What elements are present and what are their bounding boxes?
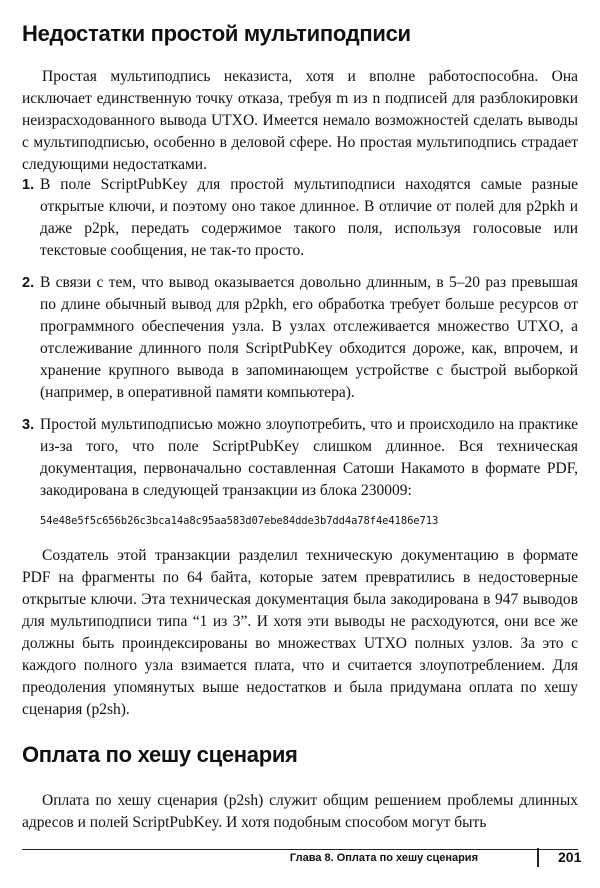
list-item-number: 2. xyxy=(22,275,35,291)
intro-paragraph: Простая мультиподпись неказиста, хотя и вполне работоспособна. Она исключает единственную точку отказа, требуя m из n подписей для разблокировки неизрасходованного вывода UTXO. Имеется немало возможностей сделать выводы с мультиподписью, особенно в деловой сфере. Но простая мультиподпись страдает следующими недостатками. xyxy=(22,68,578,173)
drawbacks-list xyxy=(22,174,578,542)
footer-separator xyxy=(537,848,539,867)
page-number: 201 xyxy=(558,849,582,865)
list-item-number: 3. xyxy=(22,417,35,433)
list-item-number: 1. xyxy=(22,177,35,193)
list-item xyxy=(22,174,578,262)
section-heading-multisig-drawbacks: Недостатки простой мультиподписи xyxy=(22,21,411,46)
list-item-text: В поле ScriptPubKey для простой мультиподписи находятся самые разные открытые ключи, и поэтому оно такое длинное. В отличие от полей для p2pkh и даже p2pk, передать содержимое такого поля, используя голосовые или текстовые сообщения, не так-то просто. xyxy=(40,176,578,259)
section-heading-p2sh: Оплата по хешу сценария xyxy=(22,742,298,767)
p2sh-intro-paragraph: Оплата по хешу сценария (p2sh) служит общим решением проблемы длинных адресов и полей ScriptPubKey. И хотя подобным способом могут быть xyxy=(22,792,578,831)
list-item xyxy=(22,272,578,404)
list-item-text: Простой мультиподписью можно злоупотребить, что и происходило на практике из-за того, что поле ScriptPubKey слишком длинное. Вся техническая документация, первоначально составленная Сатоши Накамото в формате PDF, закодирована в следующей транзакции из блока 230009: xyxy=(40,416,578,499)
list-item-text: В связи с тем, что вывод оказывается довольно длинным, в 5–20 раз превышая по длине обычный вывод для p2pkh, его обработка требует больше ресурсов от программного обеспечения узла. В узлах отслеживается множество UTXO, а отслеживание длинного поля ScriptPubKey обходится дороже, как, впрочем, и хранение крупного вывода в запоминающем устройстве с быстрой выборкой (например, в оперативной памяти компьютера). xyxy=(40,274,578,401)
list-item xyxy=(22,414,578,532)
running-footer-chapter: Глава 8. Оплата по хешу сценария xyxy=(289,852,478,864)
footer-rule xyxy=(22,849,578,850)
transaction-hash: 54e48e5f5c656b26c3bca14a8c95aa583d07ebe84dde3b7dd4a78f4e4186e713 xyxy=(40,515,439,527)
explanation-paragraph: Создатель этой транзакции разделил техническую документацию в формате PDF на фрагменты по 64 байта, которые затем превратились в недостоверные открытые ключи. Эта техническая документация была закодирована в 947 выводов для мультиподписи типа “1 из 3”. И хотя эти выводы не расходуются, они все же должны быть проиндексированы во множествах UTXO полных узлов. За это с каждого полного узла взимается плата, что и считается злоупотреблением. Для преодоления упомянутых выше недостатков и была придумана оплата по хешу сценария (p2sh). xyxy=(22,547,578,718)
